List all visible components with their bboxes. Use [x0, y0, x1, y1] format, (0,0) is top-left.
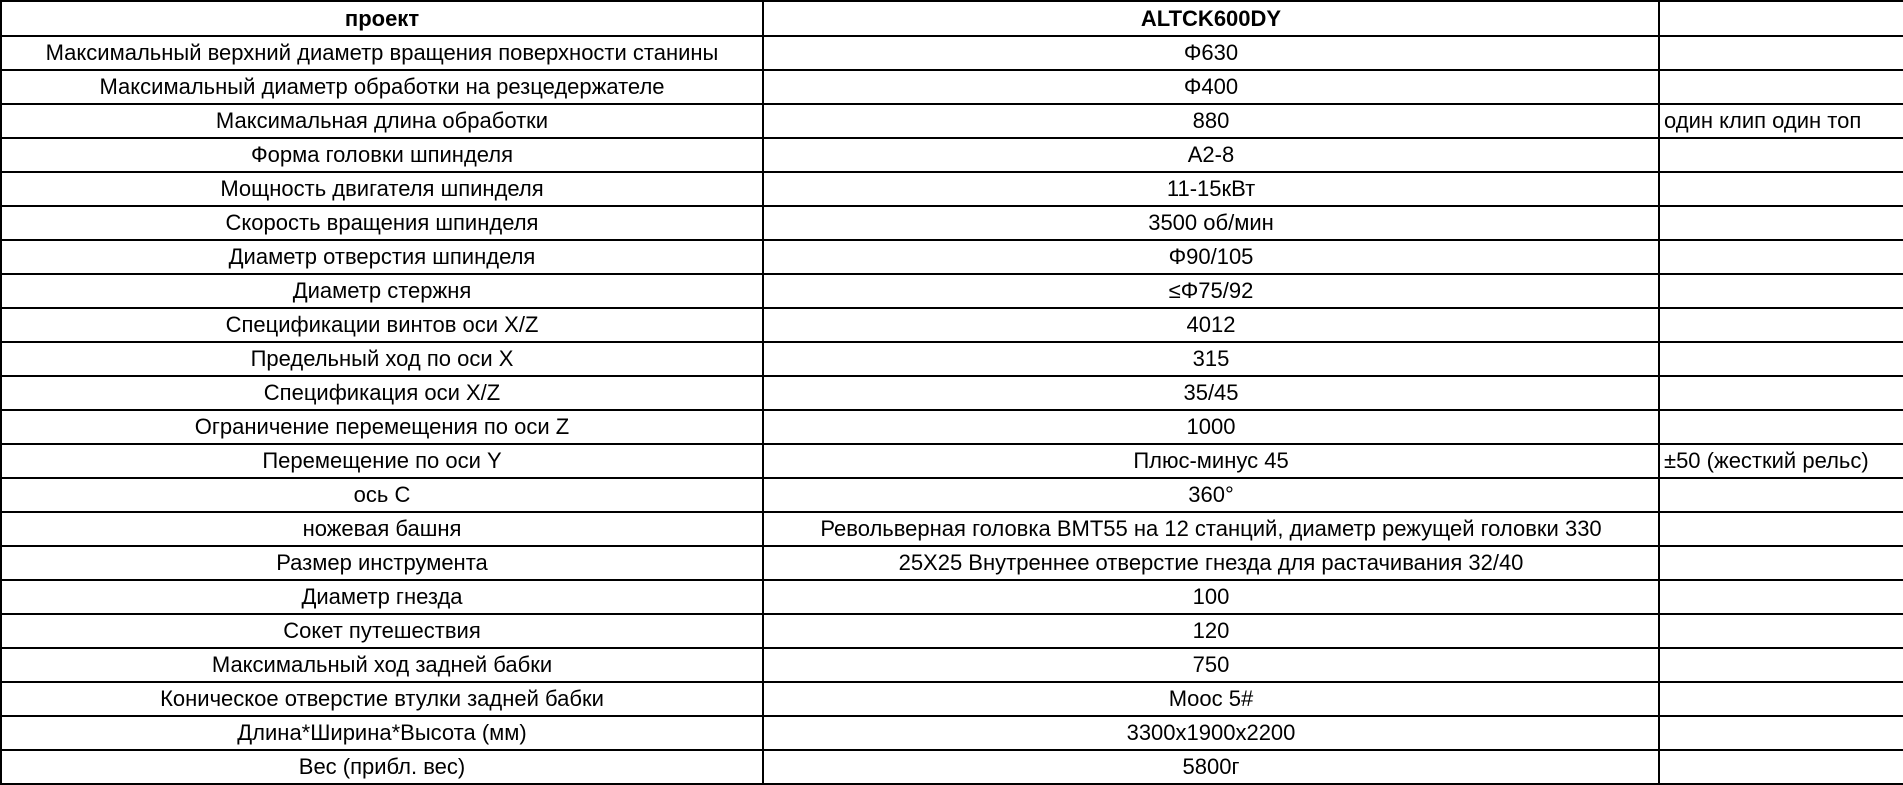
note-cell [1659, 478, 1903, 512]
param-cell: Предельный ход по оси X [1, 342, 763, 376]
table-row [1, 444, 1903, 478]
table-row [1, 104, 1903, 138]
value-cell: 3500 об/мин [763, 206, 1659, 240]
note-cell [1659, 376, 1903, 410]
param-cell: Диаметр гнезда [1, 580, 763, 614]
value-cell: Револьверная головка BMT55 на 12 станций, диаметр режущей головки 330 [763, 512, 1659, 546]
table-row [1, 342, 1903, 376]
note-cell: ±50 (жесткий рельс) [1659, 444, 1903, 478]
param-cell: Мощность двигателя шпинделя [1, 172, 763, 206]
spec-table-body [1, 1, 1903, 784]
param-cell: Форма головки шпинделя [1, 138, 763, 172]
value-cell: 360° [763, 478, 1659, 512]
param-cell: Ограничение перемещения по оси Z [1, 410, 763, 444]
note-cell [1659, 206, 1903, 240]
value-cell: 750 [763, 648, 1659, 682]
value-cell: 3300x1900x2200 [763, 716, 1659, 750]
table-row [1, 274, 1903, 308]
value-cell: Mooc 5# [763, 682, 1659, 716]
value-cell: 35/45 [763, 376, 1659, 410]
note-cell [1659, 648, 1903, 682]
table-row [1, 206, 1903, 240]
table-row [1, 240, 1903, 274]
param-cell: Размер инструмента [1, 546, 763, 580]
table-header-row [1, 1, 1903, 36]
table-row [1, 580, 1903, 614]
header-model-cell: ALTCK600DY [763, 1, 1659, 36]
note-cell [1659, 682, 1903, 716]
param-cell: Длина*Ширина*Высота (мм) [1, 716, 763, 750]
value-cell: Φ400 [763, 70, 1659, 104]
note-cell [1659, 750, 1903, 784]
table-row [1, 36, 1903, 70]
param-cell: Коническое отверстие втулки задней бабки [1, 682, 763, 716]
note-cell [1659, 546, 1903, 580]
value-cell: Плюс-минус 45 [763, 444, 1659, 478]
param-cell: Сокет путешествия [1, 614, 763, 648]
param-cell: Вес (прибл. вес) [1, 750, 763, 784]
value-cell: 25X25 Внутреннее отверстие гнезда для растачивания 32/40 [763, 546, 1659, 580]
value-cell: A2-8 [763, 138, 1659, 172]
table-row [1, 682, 1903, 716]
value-cell: 4012 [763, 308, 1659, 342]
value-cell: ≤Φ75/92 [763, 274, 1659, 308]
note-cell: один клип один топ [1659, 104, 1903, 138]
note-cell [1659, 580, 1903, 614]
param-cell: ножевая башня [1, 512, 763, 546]
param-cell: Диаметр стержня [1, 274, 763, 308]
table-row [1, 410, 1903, 444]
value-cell: 11-15кВт [763, 172, 1659, 206]
param-cell: Скорость вращения шпинделя [1, 206, 763, 240]
header-param-cell: проект [1, 1, 763, 36]
table-row [1, 478, 1903, 512]
param-cell: ось С [1, 478, 763, 512]
note-cell [1659, 138, 1903, 172]
table-row [1, 70, 1903, 104]
table-row [1, 308, 1903, 342]
note-cell [1659, 36, 1903, 70]
table-row [1, 376, 1903, 410]
table-row [1, 512, 1903, 546]
note-cell [1659, 614, 1903, 648]
note-cell [1659, 240, 1903, 274]
note-cell [1659, 274, 1903, 308]
value-cell: 1000 [763, 410, 1659, 444]
value-cell: 315 [763, 342, 1659, 376]
table-row [1, 614, 1903, 648]
param-cell: Максимальная длина обработки [1, 104, 763, 138]
value-cell: 120 [763, 614, 1659, 648]
note-cell [1659, 512, 1903, 546]
note-cell [1659, 342, 1903, 376]
note-cell [1659, 716, 1903, 750]
table-row [1, 138, 1903, 172]
value-cell: 5800г [763, 750, 1659, 784]
value-cell: 100 [763, 580, 1659, 614]
note-cell [1659, 308, 1903, 342]
table-row [1, 172, 1903, 206]
value-cell: Φ90/105 [763, 240, 1659, 274]
note-cell [1659, 70, 1903, 104]
table-row [1, 546, 1903, 580]
param-cell: Спецификации винтов оси X/Z [1, 308, 763, 342]
table-row [1, 648, 1903, 682]
note-cell [1659, 172, 1903, 206]
param-cell: Диаметр отверстия шпинделя [1, 240, 763, 274]
table-row [1, 750, 1903, 784]
note-cell [1659, 410, 1903, 444]
param-cell: Максимальный диаметр обработки на резцедержателе [1, 70, 763, 104]
param-cell: Спецификация оси X/Z [1, 376, 763, 410]
value-cell: 880 [763, 104, 1659, 138]
value-cell: Φ630 [763, 36, 1659, 70]
param-cell: Максимальный верхний диаметр вращения поверхности станины [1, 36, 763, 70]
param-cell: Максимальный ход задней бабки [1, 648, 763, 682]
header-note-cell [1659, 1, 1903, 36]
table-row [1, 716, 1903, 750]
param-cell: Перемещение по оси Y [1, 444, 763, 478]
